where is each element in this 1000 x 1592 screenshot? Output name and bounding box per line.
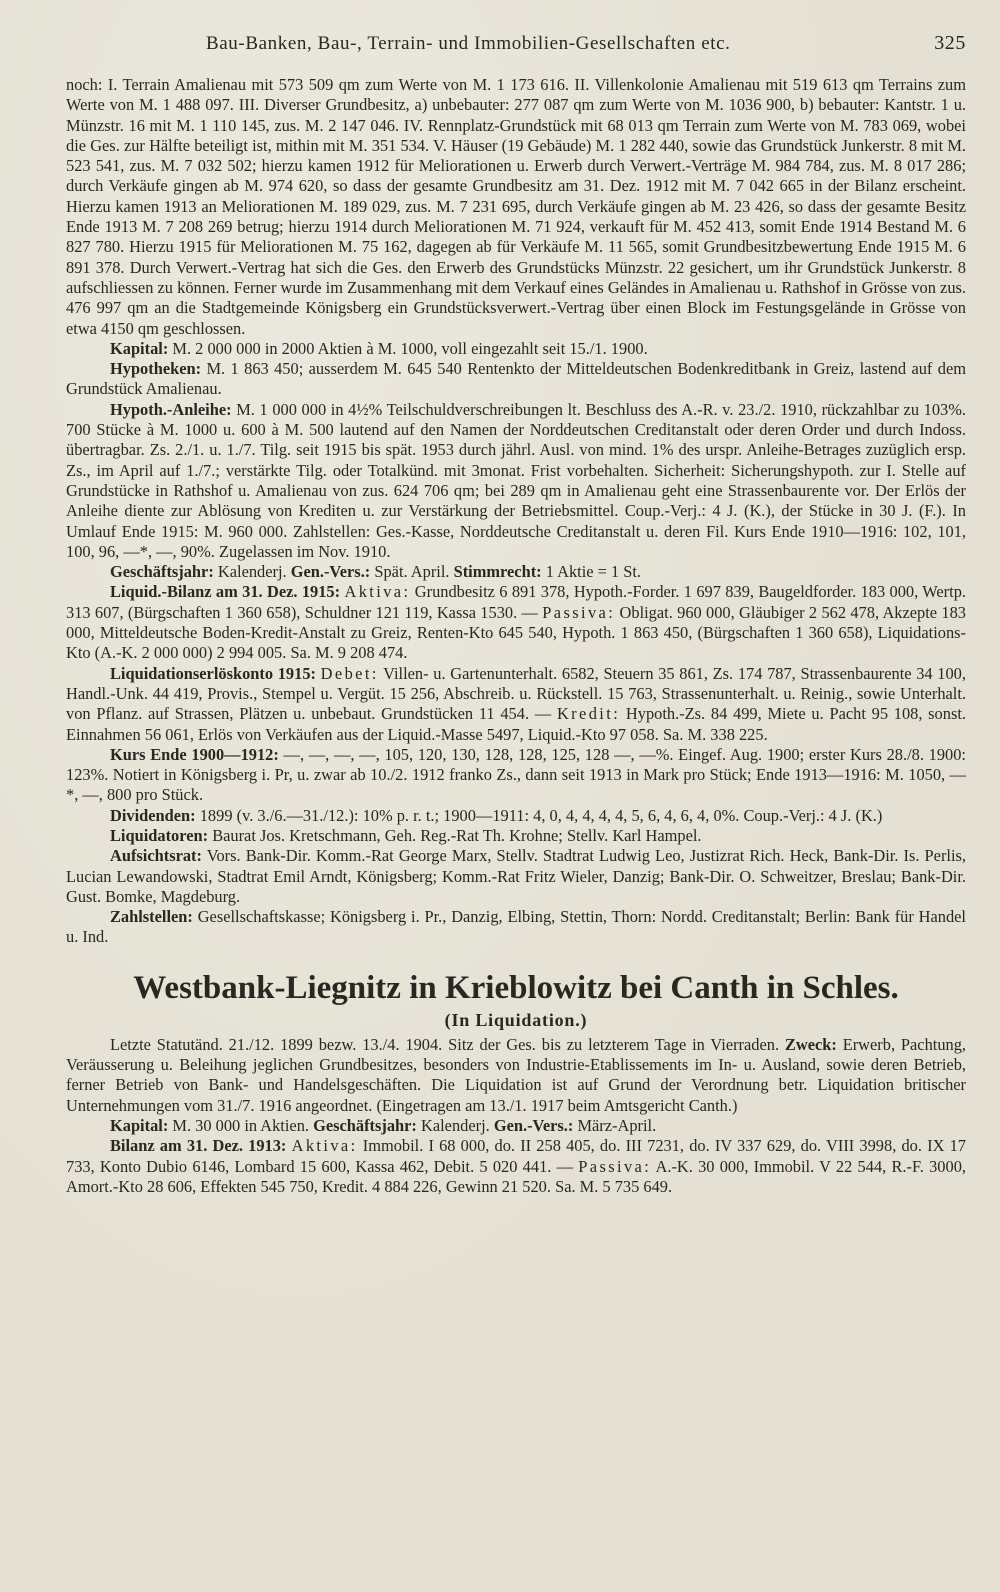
debet-text: Villen- u. Gartenunterhalt. 6582, Steuern 35 861, Zs. 174 787, Strassenbaurente 34 100, Handl.-Unk. 44 419, Provis., Stempel u. Vergüt. 15 256, Abschreib. u. Rückstell. 15 763, Strassenunterhalt. u. Reinig., sowie Unterhalt. von Pflanz. auf Strassen, Plätzen u. unbebaut. Grundstücken 11 454. — xyxy=(66,663,966,724)
kredit-label: Kredit: xyxy=(556,704,621,724)
gj-text: Kalenderj. xyxy=(217,562,287,582)
gj2-text: Kalenderj. xyxy=(421,1115,490,1135)
hypotheken-text: M. 1 863 450; ausserdem M. 645 540 Rentenkto der Mitteldeutschen Bodenkreditbank in Greiz, lastend auf dem Grundstück Amalienau. xyxy=(66,359,966,399)
aktiva-label: Aktiva: xyxy=(344,582,411,602)
liquidatoren-label: Liquidatoren: xyxy=(110,825,209,845)
kurs-paragraph xyxy=(66,745,966,806)
dividenden-label: Dividenden: xyxy=(110,805,196,825)
statut-paragraph xyxy=(66,1035,966,1116)
passiva-label: Passiva: xyxy=(542,602,616,622)
company2-title: Westbank-Liegnitz in Krieblowitz bei Canth in Schles. xyxy=(133,969,899,1006)
passiva-text: Obligat. 960 000, Gläubiger 2 562 478, Akzepte 183 000, Mitteldeutsche Boden-Kredit-Anstalt zu Greiz, Renten-Kto 645 540, Hypoth. 1 863 450, (Bürgschaften 1 360 658), Liquidations-Kto (A.-K. 2 000 000) 2 994 005. Sa. M. 9 208 474. xyxy=(66,602,966,663)
geschaeftsjahr-paragraph xyxy=(66,562,966,582)
zahlstellen-text: Gesellschaftskasse; Königsberg i. Pr., Danzig, Elbing, Stettin, Thorn: Nordd. Creditanstalt; Berlin: Bank für Handel u. Ind. xyxy=(66,907,966,947)
anleihe-text: M. 1 000 000 in 4½% Teilschuldverschreibungen lt. Beschluss des A.-R. v. 23./2. 1910, rückzahlbar zu 103%. 700 Stücke à M. 1000 u. 600 à M. 500 lautend auf den Namen der Norddeutschen Creditanstalt oder deren Order und durch Indoss. übertragbar. Zs. 2./1. u. 1./7. Tilg. seit 1915 bis spät. 1953 durch jährl. Ausl. von mind. 1% des urspr. Anleihe-Betrages zuzüglich ersp. Zs., im April auf 1./7.; verstärkte Tilg. oder Totalkünd. mit 3monat. Frist vorbehalten. Sicherheit: Sicherungshypoth. zur I. Stelle auf Grundstücke in Rathshof u. Amalienau von zus. 624 706 qm; bei 289 qm in Amalienau geht eine Strassenbaurente vor. Der Erlös der Anleihe diente zur Ablösung von Krediten u. zur Verstärkung der Betriebsmittel. Coup.-Verj.: 4 J. (K.), der Stücke in 30 J. (F.). In Umlauf Ende 1915: M. 960 000. Zahlstellen: Ges.-Kasse, Norddeutsche Creditanstalt u. deren Fil. Kurs Ende 1910—1916: 102, 101, 100, 96, —*, —, 90%. Zugelassen im Nov. 1910. xyxy=(66,399,966,561)
liquidatoren-text: Baurat Jos. Kretschmann, Geh. Reg.-Rat Th. Krohne; Stellv. Karl Hampel. xyxy=(212,825,702,845)
kapital2-paragraph xyxy=(66,1116,966,1136)
zweck-label: Zweck: xyxy=(784,1034,837,1054)
kurs-text: —, —, —, —, 105, 120, 130, 128, 128, 125, 128 —, —%. Eingef. Aug. 1900; erster Kurs 28./8. 1900: 123%. Notiert in Königsberg i. Pr, u. zwar ab 10./2. 1912 franko Zs., dann seit 1913 in Mark pro Stück; Ende 1913—1916: M. 1050, —*, —, 800 pro Stück. xyxy=(66,744,966,805)
dividenden-text: 1899 (v. 3./6.—31./12.): 10% p. r. t.; 1900—1911: 4, 0, 4, 4, 4, 4, 5, 6, 4, 6, 4, 0%. Coup.-Verj.: 4 J. (K.) xyxy=(199,805,883,825)
zweck-text: Erwerb, Pachtung, Veräusserung u. Beleihung jeglichen Grundbesitzes, besonders von Industrie-Etablissements im In- u. Ausland, sowie deren Betrieb, ferner Betrieb von Bank- und Handelsgeschäften. Die Liquidation ist auf Grund der Verordnung betr. Liquidation britischer Unternehmungen vom 31./7. 1916 angeordnet. (Eingetragen am 13./1. 1917 beim Amtsgericht Canth.) xyxy=(66,1034,966,1115)
gv2-label: Gen.-Vers.: xyxy=(493,1115,574,1135)
hypotheken-label: Hypotheken: xyxy=(110,359,202,379)
bilanz-paragraph xyxy=(66,582,966,663)
erloeskonto-paragraph xyxy=(66,664,966,745)
aktiva2-text: Immobil. I 68 000, do. II 258 405, do. III 7231, do. IV 337 629, do. VIII 3998, do. IX 17 733, Konto Dubio 6146, Lombard 15 600, Kassa 462, Debit. 5 020 441. — xyxy=(66,1136,967,1176)
company2-section xyxy=(66,1035,966,1197)
hypotheken-paragraph xyxy=(66,359,966,400)
passiva2-label: Passiva: xyxy=(578,1156,652,1176)
passiva2-text: A.-K. 30 000, Immobil. V 22 544, R.-F. 3000, Amort.-Kto 28 606, Effekten 545 750, Kredit. 4 884 226, Gewinn 21 520. Sa. M. 5 735 649. xyxy=(66,1156,966,1196)
aufsichtsrat-label: Aufsichtsrat: xyxy=(110,846,202,866)
grundbesitz-paragraph: noch: I. Terrain Amalienau mit 573 509 qm zum Werte von M. 1 173 616. II. Villenkolonie Amalienau mit 519 613 qm Terrains zum Werte von M. 1 488 097. III. Diverser Grundbesitz, a) unbebauter: 277 087 qm zum Werte von M. 1036 900, b) bebauter: Kantstr. 1 u. Münzstr. 16 mit M. 1 110 145, zus. M. 2 147 046. IV. Rennplatz-Grundstück mit 68 013 qm Terrain zum Werte von M. 783 069, wobei die Ges. zur Hälfte beteiligt ist, mithin mit M. 351 534. V. Häuser (19 Gebäude) M. 1 282 440, sowie das Grundstück Junkerstr. 8 mit M. 523 541, zus. M. 7 032 502; hierzu kamen 1912 für Meliorationen u. Erwerb durch Verwert.-Verträge M. 984 784, zus. M. 8 017 286; durch Verkäufe gingen ab M. 974 620, so dass der gesamte Grundbesitz am 31. Dez. 1912 mit M. 7 042 665 in der Bilanz erscheint. Hierzu kamen 1913 an Meliorationen M. 189 029, zus. M. 7 231 695, durch Verkäufe gingen ab M. 23 426, so dass der gesamte Besitz Ende 1913 M. 7 208 269 betrug; hierzu 1914 durch Meliorationen M. 71 924, verkauft für M. 452 413, somit Ende 1914 Bestand M. 6 827 780. Hierzu 1915 für Meliorationen M. 75 162, dagegen ab für Verkäufe M. 11 565, somit Grundbesitzbewertung Ende 1915 M. 6 891 378. Durch Verwert.-Vertrag hat sich die Ges. den Erwerb des Grundstücks Münzstr. 22 gesichert, um ihr Grundstück Junkerstr. 8 aufschliessen zu können. Ferner wurde im Zusammenhang mit dem Verkauf eines Geländes in Amalienau u. Rathshof in Grösse von zus. 476 997 qm an die Stadtgemeinde Königsberg ein Grundstücksverwert.-Vertrag über einen Block im Festungsgelände in Grösse von etwa 4150 qm geschlossen. xyxy=(66,75,966,338)
company1-section xyxy=(66,75,966,948)
zahlstellen-paragraph xyxy=(66,907,966,948)
liquidatoren-paragraph xyxy=(66,826,966,846)
aktiva-text: Grundbesitz 6 891 378, Hypoth.-Forder. 1 697 839, Baugeldforder. 183 000, Wertp. 313 607, (Bürgschaften 1 360 658), Schuldner 121 119, Kassa 1530. — xyxy=(66,582,966,622)
stimmrecht-label: Stimmrecht: xyxy=(453,562,542,582)
kapital-paragraph xyxy=(66,339,966,359)
gv-text: Spät. April. xyxy=(374,562,450,582)
company2-subtitle: (In Liquidation.) xyxy=(444,1009,588,1030)
header-title: Bau-Banken, Bau-, Terrain- und Immobilien-Gesellschaften etc. xyxy=(206,33,731,54)
aufsichtsrat-text: Vors. Bank-Dir. Komm.-Rat George Marx, Stellv. Stadtrat Ludwig Leo, Justizrat Rich. Heck, Bank-Dir. Is. Perlis, Lucian Lewandowski, Stadtrat Emil Arndt, Königsberg; Komm.-Rat Fritz Wieler, Danzig; Bank-Dir. O. Schweitzer, Breslau; Bank-Dir. Gust. Bomke, Magdeburg. xyxy=(66,846,966,906)
erloeskonto-label: Liquidationserlöskonto 1915: xyxy=(110,663,316,683)
kapital-label: Kapital: xyxy=(110,338,169,358)
gv-label: Gen.-Vers.: xyxy=(290,562,371,582)
gv2-text: März-April. xyxy=(577,1115,657,1135)
aktiva2-label: Aktiva: xyxy=(291,1136,358,1156)
anleihe-paragraph xyxy=(66,400,966,562)
page-number: 325 xyxy=(934,32,966,54)
bilanz-label: Liquid.-Bilanz am 31. Dez. 1915: xyxy=(110,582,341,602)
kredit-text: Hypoth.-Zs. 84 499, Miete u. Pacht 95 108, sonst. Einnahmen 56 061, Erlös von Verkäufen aus der Liquid.-Masse 5497, Liquid.-Kto 97 058. Sa. M. 338 225. xyxy=(66,704,966,744)
bilanz2-paragraph xyxy=(66,1136,966,1197)
kapital-text: M. 2 000 000 in 2000 Aktien à M. 1000, voll eingezahlt seit 15./1. 1900. xyxy=(172,338,648,358)
kapital2-label: Kapital: xyxy=(110,1115,169,1135)
dividenden-paragraph xyxy=(66,806,966,826)
statut-text: Letzte Statutänd. 21./12. 1899 bezw. 13./4. 1904. Sitz der Ges. bis zu letzterem Tage in Vierraden. xyxy=(110,1034,780,1054)
debet-label: Debet: xyxy=(320,663,379,683)
kapital2-text: M. 30 000 in Aktien. xyxy=(172,1115,309,1135)
stimmrecht-text: 1 Aktie = 1 St. xyxy=(545,562,642,582)
gj-label: Geschäftsjahr: xyxy=(110,562,214,582)
anleihe-label: Hypoth.-Anleihe: xyxy=(110,399,232,419)
running-header xyxy=(66,32,966,55)
kurs-label: Kurs Ende 1900—1912: xyxy=(110,744,279,764)
bilanz2-label: Bilanz am 31. Dez. 1913: xyxy=(110,1136,287,1156)
aufsichtsrat-paragraph xyxy=(66,846,966,907)
zahlstellen-label: Zahlstellen: xyxy=(110,907,193,927)
gj2-label: Geschäftsjahr: xyxy=(313,1115,417,1135)
